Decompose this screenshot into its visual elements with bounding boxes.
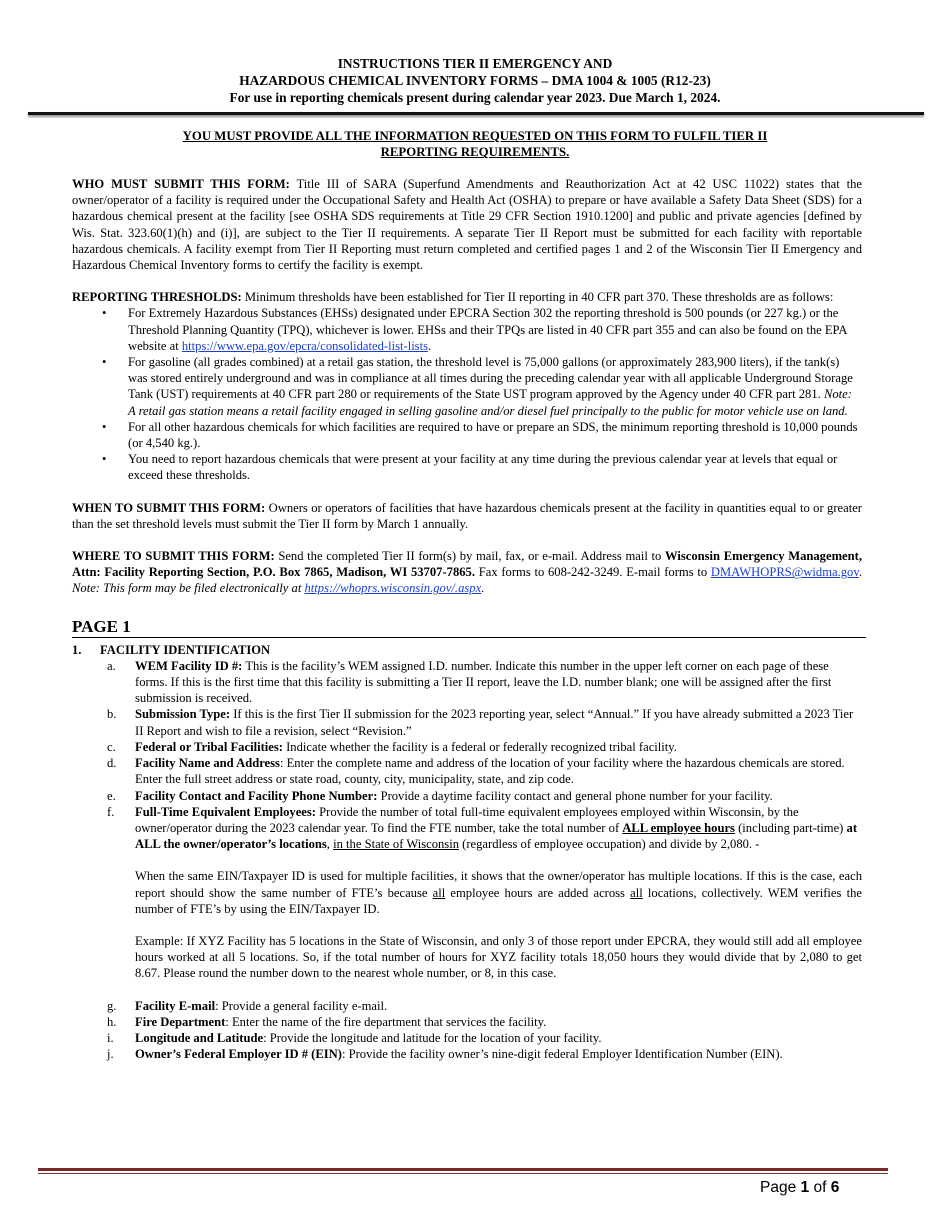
thresholds-label: REPORTING THRESHOLDS: bbox=[72, 290, 242, 305]
item-letter: h. bbox=[107, 1014, 117, 1029]
item-letter: d. bbox=[107, 756, 117, 771]
instructions-body bbox=[72, 176, 862, 1062]
item-label: Facility Name and Address bbox=[135, 756, 280, 771]
item-label: Owner’s Federal Employer ID # (EIN) bbox=[135, 1047, 342, 1062]
fte-example-paragraph: Example: If XYZ Facility has 5 locations in the State of Wisconsin, and only 3 of those report under EPCRA, they would still add all employee hours worked at all 5 locations. So, if the total number of hours for XYZ facility totals 18,050 hours they would divide that by 2,080 to get 8.67. Please round the number down to the nearest whole number, or 8, in this case. bbox=[135, 933, 862, 981]
list-item bbox=[72, 1030, 862, 1046]
threshold-gasoline-text: For gasoline (all grades combined) at a retail gas station, the threshold level is 75,000 gallons (or approximately 283,900 liters), if the tank(s) was stored entirely underground and was in compliance at all times during the preceding calendar year with all applicable Underground Storage Tank (UST) requirements at 40 CFR part 280 or requirements of the State UST program approved by the Agency under 40 CFR part 281. bbox=[128, 355, 853, 402]
item-text: : Provide the longitude and latitude for the location of your facility. bbox=[263, 1030, 602, 1045]
item-text: Provide a daytime facility contact and general phone number for your facility. bbox=[380, 788, 773, 803]
footer-divider-thin bbox=[38, 1173, 888, 1174]
fte-multiple-locations-paragraph bbox=[72, 868, 862, 917]
must-provide-notice bbox=[140, 128, 810, 161]
list-item bbox=[72, 658, 862, 707]
fte-emphasis: all bbox=[432, 885, 446, 900]
facility-id-items bbox=[72, 658, 862, 852]
item-letter: a. bbox=[107, 658, 116, 673]
item-letter: j. bbox=[107, 1047, 114, 1062]
list-item bbox=[72, 739, 862, 755]
item-label: Submission Type: bbox=[135, 707, 231, 722]
threshold-ehs-text: For Extremely Hazardous Substances (EHSs) designated under EPCRA Section 302 the reporting threshold is 500 pounds (or 227 kg.) or the Threshold Planning Quantity (TPQ), whichever is lower. EHSs and their TPQs are listed in 40 CFR part 355 and can also be found on the EPA website at bbox=[128, 306, 847, 353]
item-letter: i. bbox=[107, 1030, 114, 1045]
threshold-report-text: You need to report hazardous chemicals that were present at your facility at any time during the previous calendar year at levels that equal or exceed these thresholds. bbox=[128, 452, 838, 483]
where-to-submit-paragraph bbox=[72, 548, 862, 597]
item-emphasis: in the State of Wisconsin bbox=[333, 837, 459, 852]
item-text: This is the facility’s WEM assigned I.D. number. Indicate this number in the upper left corner on each page of these forms. If this is the first time that this facility is submitting a Tier II report, leave the I.D. number blank; one will be assigned after the first submission is received. bbox=[135, 658, 832, 706]
threshold-gasoline-note: Note: A retail gas station means a retail facility engaged in selling gasoline and/or diesel fuel principally to the public for motor vehicle use on land. bbox=[128, 387, 852, 418]
page-word: Page bbox=[760, 1179, 797, 1196]
header-divider bbox=[28, 112, 924, 115]
fte-emphasis: all bbox=[630, 885, 643, 900]
item-label: Full-Time Equivalent Employees: bbox=[135, 804, 316, 819]
item-label: Facility E-mail bbox=[135, 998, 216, 1013]
list-item bbox=[72, 755, 862, 787]
list-item bbox=[72, 305, 862, 354]
item-letter: e. bbox=[107, 788, 116, 803]
who-label: WHO MUST SUBMIT THIS FORM: bbox=[72, 177, 290, 191]
when-text: Owners or operators of facilities that have hazardous chemicals present at the facility in quantities equal to or greater than the set threshold levels must submit the Tier II form by March 1 annually. bbox=[72, 500, 862, 531]
list-item bbox=[72, 998, 862, 1014]
page-number bbox=[760, 1178, 839, 1198]
list-item bbox=[72, 1014, 862, 1030]
who-must-submit-paragraph bbox=[72, 176, 862, 273]
list-item bbox=[72, 354, 862, 419]
item-text: Indicate whether the facility is a federal or federally recognized tribal facility. bbox=[286, 739, 677, 754]
item-label: Fire Department bbox=[135, 1014, 226, 1029]
item-text: Provide the number of total full-time equivalent employees employed within Wisconsin, by the owner/operator during the 2023 calendar year. To find the FTE number, take the total number of bbox=[135, 804, 799, 835]
of-word: of bbox=[813, 1179, 827, 1196]
reporting-thresholds-paragraph bbox=[72, 289, 862, 305]
item-text: , bbox=[326, 837, 330, 852]
item-label: Longitude and Latitude bbox=[135, 1030, 264, 1045]
thresholds-list bbox=[72, 305, 862, 483]
fte-text: locations, collectively. WEM verifies the number of FTE’s by using the EIN/Taxpayer ID. bbox=[135, 885, 862, 916]
item-label: Facility Contact and Facility Phone Number: bbox=[135, 788, 378, 803]
header-line-2: HAZARDOUS CHEMICAL INVENTORY FORMS – DMA 1004 & 1005 (R12-23) bbox=[239, 72, 711, 88]
when-to-submit-paragraph bbox=[72, 500, 862, 532]
item-text: (regardless of employee occupation) and divide by 2,080. - bbox=[462, 837, 760, 852]
item-letter: c. bbox=[107, 739, 116, 754]
epa-lists-link[interactable]: https://www.epa.gov/epcra/consolidated-list-lists bbox=[181, 338, 428, 353]
item-emphasis: at ALL the owner/operator’s locations bbox=[135, 820, 858, 852]
when-label: WHEN TO SUBMIT THIS FORM: bbox=[72, 500, 266, 515]
where-end: . bbox=[481, 581, 485, 596]
item-text: : Enter the name of the fire department that services the facility. bbox=[225, 1014, 547, 1029]
item-text: : Enter the complete name and address of the location of your facility where the hazardous chemicals are stored. Enter the full street address or state road, county, city, municipality, state, and zip code. bbox=[135, 756, 845, 787]
current-page: 1 bbox=[800, 1179, 810, 1196]
email-link[interactable]: DMAWHOPRS@widma.gov bbox=[710, 565, 859, 580]
list-item bbox=[72, 804, 862, 853]
whoprs-link[interactable]: https://whoprs.wisconsin.gov/.aspx bbox=[304, 581, 482, 596]
list-item bbox=[72, 1046, 862, 1062]
document-header bbox=[0, 56, 950, 106]
threshold-ehs-end: . bbox=[428, 338, 432, 353]
list-item bbox=[72, 788, 862, 804]
where-note: Note: This form may be filed electronically at bbox=[72, 581, 302, 596]
where-text-3: . bbox=[858, 565, 862, 580]
page-1-heading: PAGE 1 bbox=[72, 617, 866, 638]
section-title: FACILITY IDENTIFICATION bbox=[100, 642, 271, 657]
facility-id-items-continued bbox=[72, 998, 862, 1063]
thresholds-text: Minimum thresholds have been established for Tier II reporting in 40 CFR part 370. These thresholds are as follows: bbox=[244, 290, 834, 305]
item-letter: g. bbox=[107, 998, 117, 1013]
list-item bbox=[72, 451, 862, 483]
item-text: : Provide the facility owner’s nine-digit federal Employer Identification Number (EIN). bbox=[341, 1047, 783, 1062]
item-emphasis: ALL employee hours bbox=[622, 820, 735, 835]
who-text: Title III of SARA (Superfund Amendments and Reauthorization Act at 42 USC 11022) states that the owner/operator of a facility is required under the Occupational Safety and Health Act (OSHA) to prepare or have available a Safety Data Sheet (SDS) for a hazardous chemical present at the facility [see OSHA SDS requirements at Title 29 CFR Section 1910.1200] and public and private agencies [defined by Wis. Stat. 323.60(1)(h) and (i)], are subject to the Tier II requirements. A separate Tier II Report must be submitted for each facility with reportable hazardous chemicals. A facility exempt from Tier II Reporting must return completed and certified pages 1 and 2 of the Wisconsin Tier II Emergency and Hazardous Chemical Inventory forms to certify the facility is exempt. bbox=[72, 177, 863, 273]
total-pages: 6 bbox=[830, 1179, 840, 1196]
item-text: (including part-time) bbox=[738, 820, 844, 835]
threshold-other-text: For all other hazardous chemicals for which facilities are required to have or prepare an SDS, the minimum reporting threshold is 10,000 pounds (or 4,540 kg.). bbox=[128, 419, 858, 451]
must-provide-line-2: REPORTING REQUIREMENTS. bbox=[380, 145, 570, 160]
section-number: 1. bbox=[72, 642, 82, 657]
item-label: WEM Facility ID #: bbox=[135, 658, 243, 673]
fte-text: When the same EIN/Taxpayer ID is used for multiple facilities, it shows that the owner/operator has multiple locations. If this is the case, each report should show the same number of FTE’s because bbox=[135, 869, 862, 900]
where-label: WHERE TO SUBMIT THIS FORM: bbox=[72, 549, 275, 564]
item-text: If this is the first Tier II submission for the 2023 reporting year, select “Annual.” If you have already submitted a 2023 Tier II Report and wish to file a revision, select “Revision.” bbox=[135, 707, 854, 738]
item-letter: b. bbox=[107, 707, 117, 722]
where-text-2: Fax forms to 608-242-3249. E-mail forms to bbox=[478, 565, 708, 580]
list-item bbox=[72, 706, 862, 738]
header-line-3: For use in reporting chemicals present during calendar year 2023. Due March 1, 2024. bbox=[229, 89, 721, 105]
must-provide-line-1: YOU MUST PROVIDE ALL THE INFORMATION REQUESTED ON THIS FORM TO FULFIL TIER II bbox=[182, 129, 768, 143]
footer-divider bbox=[38, 1168, 888, 1171]
item-label: Federal or Tribal Facilities: bbox=[135, 739, 283, 754]
item-letter: f. bbox=[107, 804, 115, 819]
list-item bbox=[72, 419, 862, 451]
fte-text: employee hours are added across bbox=[450, 885, 625, 900]
section-facility-identification bbox=[72, 642, 862, 658]
where-address: Wisconsin Emergency Management, Attn: Facility Reporting Section, P.O. Box 7865, Madison, WI 53707-7865. bbox=[72, 549, 862, 580]
where-text-1: Send the completed Tier II form(s) by mail, fax, or e-mail. Address mail to bbox=[278, 549, 662, 564]
header-line-1: INSTRUCTIONS TIER II EMERGENCY AND bbox=[337, 56, 613, 71]
item-text: : Provide a general facility e-mail. bbox=[215, 998, 388, 1013]
